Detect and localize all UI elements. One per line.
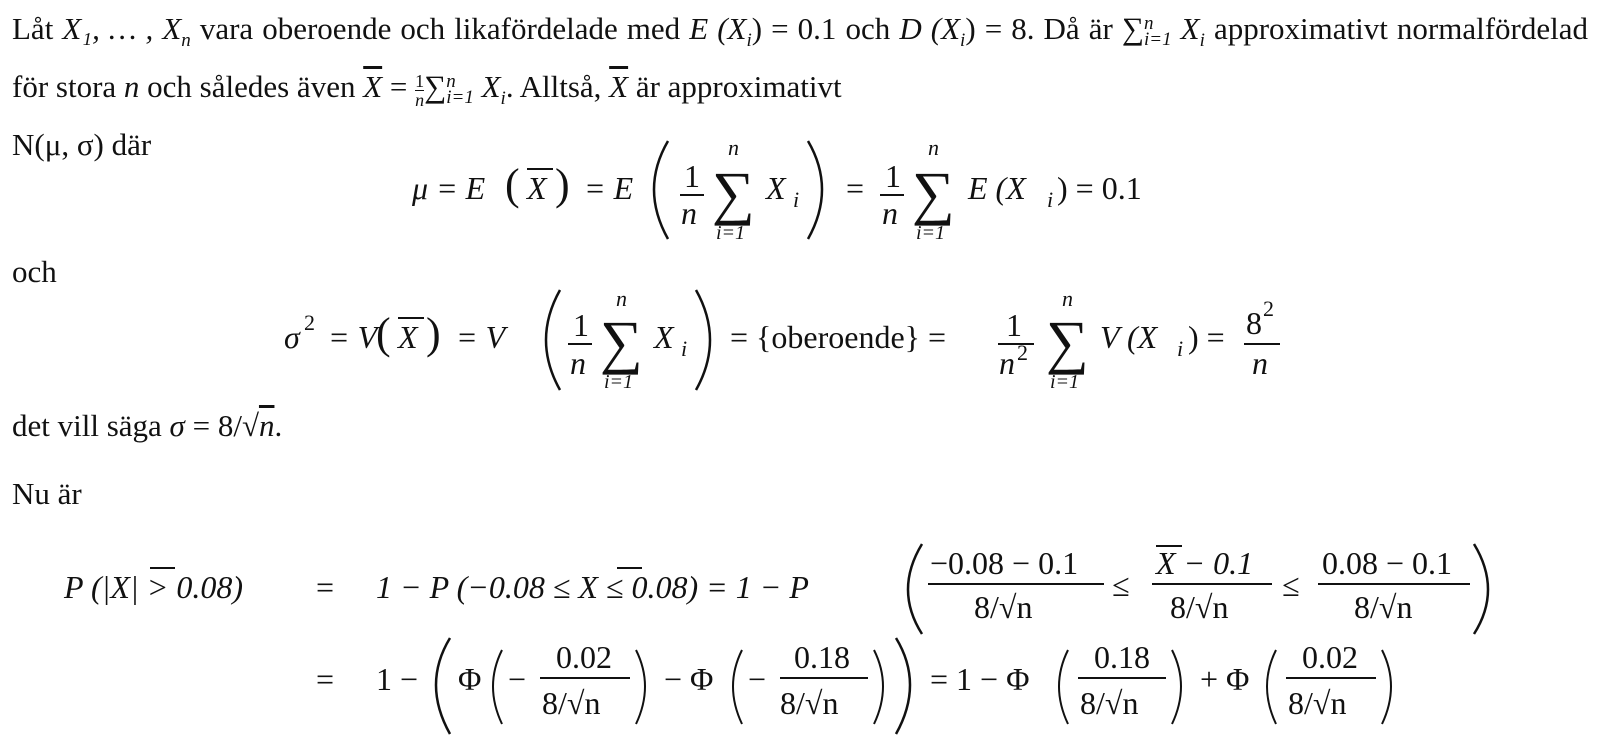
mu-equation bbox=[0, 135, 1600, 247]
mu-sum-symbol: ∑ bbox=[712, 160, 755, 226]
sigma-frac-num: 1 bbox=[573, 307, 589, 343]
std-sub: i bbox=[960, 30, 966, 52]
line-two-mid: och således även bbox=[139, 69, 364, 105]
frac-b-den: 8/√n bbox=[1170, 589, 1229, 625]
prob-line2-mid: − Φ bbox=[664, 661, 714, 697]
phi3-paren-close bbox=[1172, 650, 1181, 724]
sigma-sum2-top: n bbox=[1062, 286, 1073, 311]
sigma-paren-open: ( bbox=[376, 309, 391, 358]
frac-e-den: 8/√n bbox=[780, 685, 839, 721]
mu-sum-top: n bbox=[728, 135, 739, 160]
sigma-v-xi: V (X bbox=[1100, 319, 1158, 355]
sigma-frac2-den: n bbox=[999, 345, 1015, 381]
frac-d-den: 8/√n bbox=[542, 685, 601, 721]
sigma-lhs-sup: 2 bbox=[304, 310, 315, 335]
mu-result: ) = 0.1 bbox=[1057, 170, 1142, 206]
sigma-eq-v2: = V bbox=[456, 319, 506, 355]
sigma-frac2-num: 1 bbox=[1006, 307, 1022, 343]
sigma-xi-sub: i bbox=[681, 336, 688, 361]
mu-frac-den: n bbox=[681, 195, 697, 231]
frac-f-den: 8/√n bbox=[1080, 685, 1139, 721]
std-expr: D (X bbox=[899, 11, 961, 46]
frac-g-num: 0.02 bbox=[1302, 639, 1358, 675]
sigma-text-symbol: σ bbox=[169, 408, 185, 443]
mu-frac-num: 1 bbox=[684, 158, 700, 194]
sigma-xbar: X bbox=[398, 319, 418, 355]
mu-frac2-den: n bbox=[882, 195, 898, 231]
frac-a-den: 8/√n bbox=[974, 589, 1033, 625]
sum-upper: n bbox=[1144, 12, 1154, 34]
prob2-big-paren-open bbox=[436, 638, 450, 734]
leq-2: ≤ bbox=[1282, 567, 1300, 603]
paren-open-1: ( bbox=[505, 160, 520, 209]
sigma-equation bbox=[0, 286, 1600, 398]
phi1-paren-close bbox=[636, 650, 645, 724]
xbar-symbol-2: $\overline{X}$ bbox=[609, 69, 629, 105]
prob-big-paren-open bbox=[908, 544, 922, 634]
prob-eq2: = bbox=[316, 661, 335, 697]
frac-f-num: 0.18 bbox=[1094, 639, 1150, 675]
mu-sum2-symbol: ∑ bbox=[912, 160, 955, 226]
sigma-frac-den: n bbox=[570, 345, 586, 381]
sigma-lhs: σ bbox=[284, 319, 300, 355]
std-tail: ) = 8. Då är bbox=[965, 11, 1122, 46]
mu-xi-sub: i bbox=[793, 187, 800, 212]
sigma-paren-close: ) bbox=[426, 309, 441, 358]
text-nu: Nu är bbox=[12, 476, 82, 511]
prob2-big-paren-close bbox=[896, 638, 910, 734]
sigma-big-paren-open bbox=[546, 290, 560, 390]
inline-fraction-num: 1 bbox=[415, 70, 425, 91]
prob-line2-b: = 1 − Φ bbox=[930, 661, 1030, 697]
sigma-sum-symbol: ∑ bbox=[600, 309, 643, 375]
sum-variable-sub-2: i bbox=[500, 88, 506, 110]
frac-c-den: 8/√n bbox=[1354, 589, 1413, 625]
inline-fraction-den: n bbox=[415, 89, 425, 110]
mu-xi: X bbox=[766, 170, 786, 206]
sum-symbol: ∑ bbox=[1121, 11, 1144, 46]
sigma-sum2-bottom: i=1 bbox=[1050, 371, 1080, 393]
x-sequence bbox=[62, 11, 191, 52]
prob-big-paren-close bbox=[1474, 544, 1488, 634]
sum-symbol-2: ∑ bbox=[424, 69, 447, 105]
paren-close-1: ) bbox=[555, 160, 570, 209]
frac-a-num: −0.08 − 0.1 bbox=[930, 545, 1079, 581]
mu-sum-bottom: i=1 bbox=[716, 222, 746, 244]
n-variable: n bbox=[123, 69, 140, 105]
line-two-start: approximativt normalfördelad för stora bbox=[12, 11, 1588, 105]
expectation-expr: E (X bbox=[689, 11, 747, 46]
phi4-paren-open bbox=[1267, 650, 1276, 724]
phi2-paren-open bbox=[733, 650, 742, 724]
mu-xbar: X bbox=[527, 170, 547, 206]
line-two-tail: . Alltså, bbox=[505, 69, 610, 105]
sigma-frac2-den-sup: 2 bbox=[1017, 340, 1028, 365]
sigma-xi: X bbox=[654, 319, 674, 355]
probability-equation bbox=[0, 538, 1600, 750]
mu-eq2: = bbox=[846, 170, 865, 206]
prob-line2-a: 1 − bbox=[376, 661, 419, 697]
mu-eq-e: = E bbox=[584, 170, 634, 206]
sigma-eq-v: = V bbox=[328, 319, 378, 355]
sigma-sum-bottom: i=1 bbox=[604, 371, 634, 393]
sigma-v-xi-sub: i bbox=[1177, 336, 1184, 361]
sigma-text-n: n bbox=[258, 408, 275, 443]
phi3-paren-open bbox=[1059, 650, 1068, 724]
sum-lower: i=1 bbox=[1144, 28, 1172, 50]
sigma-text-after: = 8/√ bbox=[184, 408, 259, 443]
x-sequence-sub: n bbox=[181, 30, 191, 52]
mu-lhs: μ = E bbox=[412, 170, 486, 206]
sum-limits bbox=[1144, 12, 1172, 50]
equals-sign: = bbox=[382, 69, 416, 105]
leq-1: ≤ bbox=[1112, 567, 1130, 603]
sum-variable-2: X bbox=[473, 69, 501, 105]
phi2-paren-close bbox=[874, 650, 883, 724]
sigma-text-before: det vill säga bbox=[12, 408, 170, 443]
prob-lhs: P (|X| > 0.08) bbox=[64, 569, 244, 605]
text-och: och bbox=[12, 254, 57, 289]
sigma-sum2-symbol: ∑ bbox=[1046, 309, 1089, 375]
sigma-text-end: . bbox=[274, 408, 283, 443]
expectation-tail: ) = 0.1 och bbox=[751, 11, 900, 46]
sigma-result-num: 8 bbox=[1246, 305, 1262, 341]
sum-variable-sub: i bbox=[1199, 30, 1205, 52]
mu-e-xi-sub: i bbox=[1047, 187, 1054, 212]
intro-text-start: Låt bbox=[12, 11, 63, 46]
big-paren-open-1 bbox=[654, 141, 668, 239]
sigma-big-paren-close bbox=[696, 290, 710, 390]
prob-eq1: = bbox=[316, 569, 335, 605]
sigma-sum-top: n bbox=[616, 286, 627, 311]
xbar-symbol: $\overline{X}$ bbox=[363, 69, 383, 105]
x-sequence-text: X₁, … , X bbox=[62, 11, 182, 46]
sigma-eq-end: ) = bbox=[1188, 319, 1225, 355]
frac-g-den: 8/√n bbox=[1288, 685, 1347, 721]
sigma-result-num-sup: 2 bbox=[1263, 296, 1274, 321]
text-sigma bbox=[12, 408, 282, 444]
line-two-end: är approximativt bbox=[628, 69, 842, 105]
minus-1: − bbox=[508, 661, 527, 697]
frac-d-num: 0.02 bbox=[556, 639, 612, 675]
plus-phi: + Φ bbox=[1200, 661, 1250, 697]
phi1-paren-open bbox=[493, 650, 502, 724]
big-paren-close-1 bbox=[808, 141, 822, 239]
sigma-result-den: n bbox=[1252, 345, 1268, 381]
sum-upper-2: n bbox=[446, 71, 456, 93]
mu-sum2-top: n bbox=[928, 135, 939, 160]
frac-e-num: 0.18 bbox=[794, 639, 850, 675]
frac-b-num: X − 0.1 bbox=[1156, 545, 1254, 581]
frac-c-num: 0.08 − 0.1 bbox=[1322, 545, 1453, 581]
mu-e-xi: E (X bbox=[968, 170, 1026, 206]
expectation-sub: i bbox=[746, 30, 752, 52]
sum-variable: X bbox=[1171, 11, 1200, 46]
phi-1: Φ bbox=[458, 661, 482, 697]
sigma-oberoende: = {oberoende} = bbox=[730, 319, 947, 355]
minus-2: − bbox=[748, 661, 767, 697]
mu-sum2-bottom: i=1 bbox=[916, 222, 946, 244]
phi4-paren-close bbox=[1382, 650, 1391, 724]
mu-frac2-num: 1 bbox=[885, 158, 901, 194]
intro-text-mid: vara oberoende och likafördelade med bbox=[190, 11, 690, 46]
sum-lower-2: i=1 bbox=[446, 87, 474, 109]
prob-line1-a: 1 − P (−0.08 ≤ X ≤ 0.08) = 1 − P bbox=[376, 569, 809, 605]
inline-fraction bbox=[415, 72, 424, 109]
sum-limits-2 bbox=[446, 71, 474, 109]
line-three: N(μ, σ) där bbox=[12, 127, 152, 163]
